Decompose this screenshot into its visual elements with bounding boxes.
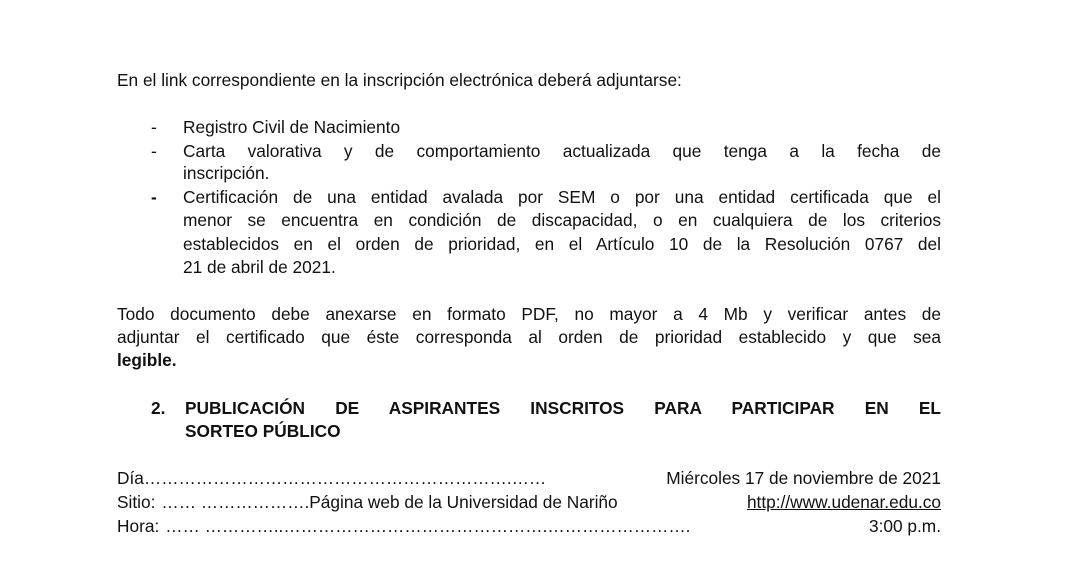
detail-value: Página web de la Universidad de Nariño	[309, 492, 618, 512]
detail-sitio	[117, 492, 941, 513]
list-item-line: inscripción.	[183, 163, 270, 183]
list-item-line: Carta valorativa y de comportamiento actualizada que tenga a la fecha de	[183, 141, 941, 161]
detail-label: Hora:	[117, 516, 160, 536]
detail-label: Sitio:	[117, 492, 156, 512]
detail-value: Miércoles 17 de noviembre de 2021	[666, 468, 941, 488]
dot-leader: …… ……………….	[161, 492, 310, 512]
note-line: adjuntar el certificado que éste corresponda al orden de prioridad establecido y que sea	[117, 327, 941, 347]
list-item-registro-civil: Registro Civil de Nacimiento	[183, 117, 401, 137]
dot-leader: ……………………………………………………….……	[143, 468, 547, 488]
list-item-line: menor se encuentra en condición de discapacidad, o en cualquiera de los criterios	[183, 210, 941, 230]
detail-value: 3:00 p.m.	[868, 516, 941, 536]
detail-dia	[117, 468, 941, 489]
list-item-line: Certificación de una entidad avalada por SEM o por una entidad certificada que el	[183, 187, 941, 207]
intro-text: En el link correspondiente en la inscripción electrónica deberá adjuntarse:	[117, 70, 682, 90]
section-title: PUBLICACIÓN DE ASPIRANTES INSCRITOS PARA PARTICIPAR EN EL	[185, 398, 941, 418]
list-bullet: -	[151, 117, 157, 137]
section-number: 2.	[151, 398, 166, 418]
list-bullet: -	[151, 141, 157, 161]
list-item-line: 21 de abril de 2021.	[183, 257, 336, 277]
detail-label: Día	[117, 468, 144, 488]
list-bullet: -	[151, 187, 157, 207]
website-link[interactable]: http://www.udenar.edu.co	[746, 492, 941, 512]
note-line: Todo documento debe anexarse en formato PDF, no mayor a 4 Mb y verificar antes de	[117, 304, 941, 324]
note-emphasis: legible.	[117, 350, 177, 370]
list-item-line: establecidos en el orden de prioridad, en el Artículo 10 de la Resolución 0767 del	[183, 234, 941, 254]
detail-hora	[117, 516, 941, 537]
dot-leader: …… …………..……………………………………….…………………….	[165, 516, 691, 536]
section-title: SORTEO PÚBLICO	[185, 421, 341, 441]
